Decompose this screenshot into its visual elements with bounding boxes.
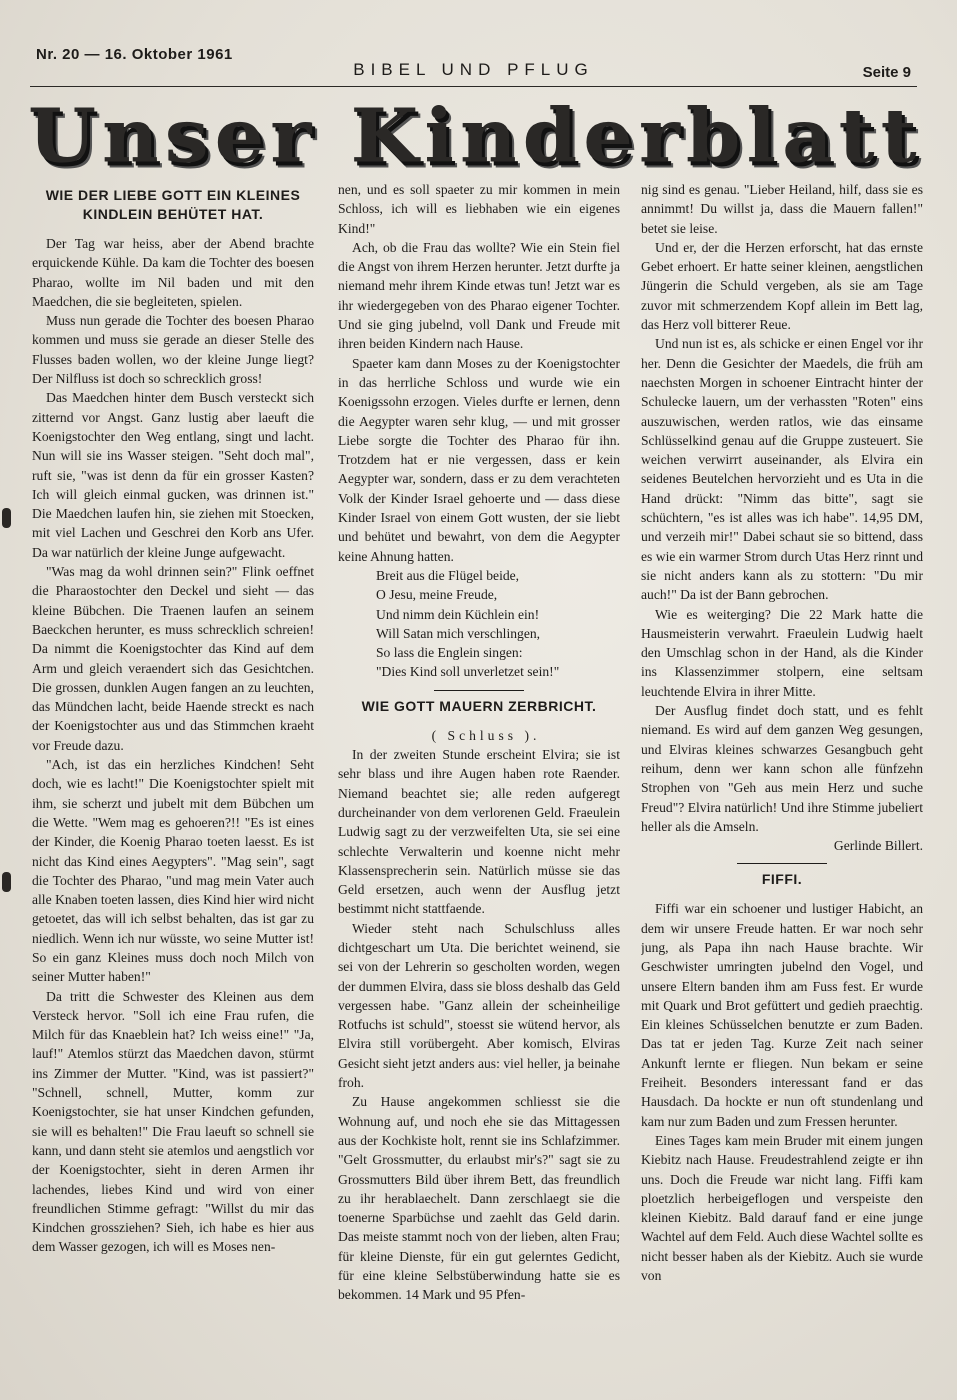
verse-line: Will Satan mich verschlingen,	[376, 625, 541, 641]
story1-paragraph: Das Maedchen hinter dem Busch versteckt sich zitternd vor Angst. Ganz lustig aber laeuft die Koenigstochter den Weg entlang, singt und lacht. Nun will sie ins Wasser steigen. "Seht doch mal", ruft sie, "was ist denn da für ein grosser Kasten? Ich will gleich einmal gucken, was drinnen ist." Die Maedchen laufen hin, sie ziehen mit Stoecken, mit viel Lachen und Geschrei den Korb ans Ufer. Da war natürlich der kleine Junge aufgewacht.	[32, 390, 314, 560]
story1-paragraph: "Was mag da wohl drinnen sein?" Flink oeffnet die Pharaostochter den Deckel und sieht — das kleine Bübchen. Die Traenen laufen an seinem Baeckchen herunter, es muss schrecklich schreien! Da nimmt die Koenigstochter das Kind auf dem Arm und gleich veraendert sich das Gesichtchen. Die grossen, dunklen Augen fangen an zu leuchten, das Mündchen lacht, beide Haende streckt es nach der Koenigstochter aus und das Stimmchen kraeht vor Freude dazu.	[32, 564, 314, 753]
story1-paragraph: Spaeter kam dann Moses zu der Koenigstochter in das herrliche Schloss und wurde wie ein Koenigssohn erzogen. Vieles durfte er lernen, denn die Aegypter waren sehr klug, — und mit grosser Liebe sorgte die Tochter des Pharao für ihn. Trotzdem hat er nie vergessen, dass er kein Aegypter war, sondern, dass er zu dem verachteten Volk der Kinder Israel gehoerte und — dass diese Kinder Israel von einem Gott wusten, der sie liebt und behütet und bewahrt, von dem die Aegypter keine Ahnung hatten.	[338, 355, 620, 564]
newspaper-name: BIBEL UND PFLUG	[353, 60, 594, 79]
verse-line: Breit aus die Flügel beide,	[376, 567, 520, 583]
story1-continuation: nen, und es soll spaeter zu mir kommen in mein Schloss, ich will es liebhaben wie ein eigenes Kind!"	[338, 182, 620, 236]
column-3	[641, 180, 923, 1380]
page-header	[30, 42, 917, 82]
story1-paragraph: Da tritt die Schwester des Kleinen aus dem Versteck hervor. "Soll ich eine Frau rufen, die Milch für das Knaeblein hat? Ich weiss eine!" "Ja, lauf!" Atemlos stürzt das Maedchen davon, stürmt ins Zimmer der Mutter. "Kind, was ist passiert?" "Schnell, schnell, Mutter, komm zur Koenigstochter, sie hat unser Kindchen gefunden, sie will es behalten!" Die Frau laeuft so schnell sie kann, und dann steht sie atemlos und aengstlich vor der Koenigstochter, sieht in deren Armen ihr lachendes, liebes Kind und wird von einer freundlichen Stimme gefragt: "Willst du mir das Kindchen grossziehen? Sieh, ich habe es hier aus dem Wasser gezogen, ich will es Moses nen-	[32, 988, 314, 1255]
story2-paragraph: In der zweiten Stunde erscheint Elvira; sie ist sehr blass und ihre Augen haben rote Raender. Niemand beachtet sie; alle reden aufgeregt durcheinander von dem verlorenen Geld. Fraeulein Ludwig sagt zu der verzweifelten Uta, sie sei eine schlechte Verwalterin und koenne nicht mehr Klassensprecherin sein. Natürlich müsse sie das Geld ersetzen, auch wenn der Ausflug jetzt bestimmt nicht stattfaende.	[338, 747, 620, 917]
story2-paragraph: Wie es weiterging? Die 22 Mark hatte die Hausmeisterin verwahrt. Fraeulein Ludwig haelt den Umschlag schon in der Hand, als die Kinder ins Klassenzimmer stolpern, eine seltsam leuchtende Elvira in ihrer Mitte.	[641, 606, 923, 699]
masthead-title: Unser Kinderblatt	[28, 93, 923, 180]
story-divider	[737, 863, 827, 864]
column-2	[338, 180, 620, 1380]
page-number: Seite 9	[862, 64, 911, 81]
column-1	[32, 180, 314, 1380]
story1-paragraph: "Ach, ist das ein herzliches Kindchen! Seht doch, wie es lacht!" Die Koenigstochter spielt mit ihm, sie scherzt und jubelt mit dem Bübchen um die Wette. "Wem mag es gehoeren?!! "Es ist eines der Kinder, die Koenig Pharao toeten laesst. Es ist nicht das Kind eines Aegypters". "Mag sein", sagt die Tochter des Pharao, "und mag mein Vater auch alle Knaben toeten lassen, dies Kind hier wird nicht getoetet, das will ich selbst behalten, das ist gar zu niedlich. Wenn ich nur wüsste, wo seine Mutter ist! So ein ganz Kleines muss doch noch Milch von seiner Mutter haben!"	[32, 757, 314, 985]
story2-continuation: nig sind es genau. "Lieber Heiland, hilf, dass sie es annimmt! Du willst ja, dass die Mauern fallen!" betet sie leise.	[641, 182, 923, 236]
binding-hole	[2, 872, 11, 892]
story3-paragraph: Fiffi war ein schoener und lustiger Habicht, an dem wir unsere Freude hatten. Er war noch sehr jung, als Papa ihn nach Hause brachte. Wir Geschwister umringten jubelnd den Vogel, und unsere Eltern banden ihm am Fuss fest. Er wurde mit Quark und Brot gefüttert und gedieh praechtig. Ein kleines Schüsselchen benutzte er zum Baden. Das tat er jeden Tag. Kurze Zeit nach seiner Ankunft lernte er fliegen. Nun bekam er seine Freiheit. Besonders interessant fand er das Hausdach. Da hockte er nun oft stundenlang und kam nur zum Baden und zum Fressen herunter.	[641, 901, 923, 1129]
story2-paragraph: Der Ausflug findet doch statt, und es fehlt niemand. Es wird auf dem ganzen Weg gesungen, und Elviras kleines schwarzes Gesangbuch geht reihum, denn wer kann schon alle fünfzehn Strophen von "Geh aus mein Herz und suche Freud"? Elvira natürlich! Und ihre Stimme jubeliert heller als die Amseln.	[641, 703, 923, 834]
binding-hole	[2, 508, 11, 528]
verse-line: So lass die Englein singen:	[376, 645, 523, 661]
story2-paragraph: Wieder steht nach Schulschluss alles dichtgeschart um Uta. Die berichtet weinend, sie sei von der Lehrerin so gescholten worden, wegen der dummen Elvira, dass sie bloss deshalb das Geld vergessen habe. "Ganz allein der scheinheilige Rotfuchs ist schuld", stoesst sie wütend hervor, als Elvira still vorübergeht. Aber komisch, Elviras Gesicht sieht jetzt anders aus: viel heller, ja beinahe froh.	[338, 920, 620, 1091]
verse-line: O Jesu, meine Freude,	[376, 587, 498, 603]
story-divider	[434, 690, 524, 691]
verse-line: Und nimm dein Küchlein ein!	[376, 606, 540, 622]
section-masthead	[28, 92, 923, 182]
story3-title: FIFFI.	[761, 871, 803, 888]
story1-paragraph: Ach, ob die Frau das wollte? Wie ein Stein fiel die Angst von ihrem Herzen herunter. Jetzt durfte ja niemand mehr ihrem Kinde etwas tun! Jetzt war es ihr wiedergegeben von des Pharao eigener Tochter. Und sie ging jubelnd, voll Dank und Freude mit ihren beiden Kindern nach Hause.	[338, 239, 620, 352]
story2-paragraph: Und er, der die Herzen erforscht, hat das ernste Gebet erhoert. Er hatte seiner kleinen, aengstlichen Jüngerin die Schuld vergeben, als sie am Tage zuvor mit schmerzendem Kopf allein im Bett lag, das Herz voll bitterer Reue.	[641, 239, 923, 333]
story1-paragraph: Der Tag war heiss, aber der Abend brachte erquickende Kühle. Da kam die Tochter des boesen Pharao, wollte im Nil baden und mit den Maedchen, die sie begleiteten, spielen.	[32, 236, 314, 309]
story2-subtitle: ( Schluss ).	[431, 727, 541, 743]
issue-date: Nr. 20 — 16. Oktober 1961	[36, 46, 233, 63]
author-signature: Gerlinde Billert.	[833, 838, 923, 854]
story2-title: WIE GOTT MAUERN ZERBRICHT.	[361, 697, 597, 714]
verse-line: "Dies Kind soll unverletzet sein!"	[376, 664, 560, 680]
story3-paragraph: Eines Tages kam mein Bruder mit einem jungen Kiebitz nach Hause. Freudestrahlend zeigte er ihn uns. Doch die Freude war nicht lang. Fiffi kam ploetzlich herbeigeflogen und verspeiste den kleinen Kiebitz. Bald darauf fand er eine junge Wachtel auf dem Feld. Auch diese Wachtel sollte es nicht besser haben als der Kiebitz. Auch sie wurde von	[641, 1132, 923, 1284]
header-rule	[30, 86, 917, 87]
story2-paragraph: Und nun ist es, als schicke er einen Engel vor ihr her. Denn die Gesichter der Maedels, die früh am naechsten Morgen in schoener Eintracht hinter der Schulecke lauern, um der verhassten "Roten" eins auszuwischen, werden ratlos, wie das einsame Schlüsselkind genau auf die Gruppe zusteuert. Sie weichen verwirrt auseinander, als Elvira ein seidenes Beutelchen hervorzieht und es Uta in die Hand drückt: "Nimm das bitte", sagt sie schüchtern, "es ist alles was ich habe". 14,95 DM, und verzeih mir!" Dabei schaut sie so bittend, dass es wie ein warmer Strom durch Utas Herz rinnt und sie nicht anders kann als zu stottern: "Du mir auch!" Da ist der Bann gebrochen.	[641, 336, 923, 603]
story1-paragraph: Muss nun gerade die Tochter des boesen Pharao kommen und muss sie gerade an dieser Stelle des Flusses baden wollen, wo der kleine Junge liegt? Der Nilfluss ist doch so schrecklich gross!	[32, 313, 314, 387]
story1-title: WIE DER LIEBE GOTT EIN KLEINES KINDLEIN BEHÜTET HAT.	[45, 187, 301, 222]
story2-paragraph: Zu Hause angekommen schliesst sie die Wohnung auf, und noch ehe sie das Mittagessen aus der Kochkiste holt, rennt sie ins Schlafzimmer. "Gelt Grossmutter, du erlaubst mir's?" sagt sie zu Grossmutters Bild über ihrem Bett, das freundlich zu ihr herablaechelt. Dann zerschlaegt sie die toenerne Sparbüchse und zaehlt das Geld darin. Das meiste stammt noch von der lieben, alten Frau; für kleine Dienste, für ein gut gelerntes Gedicht, für eine kleine Selbstüberwindung hatte sie es bekommen. 14 Mark und 95 Pfen-	[338, 1094, 620, 1303]
